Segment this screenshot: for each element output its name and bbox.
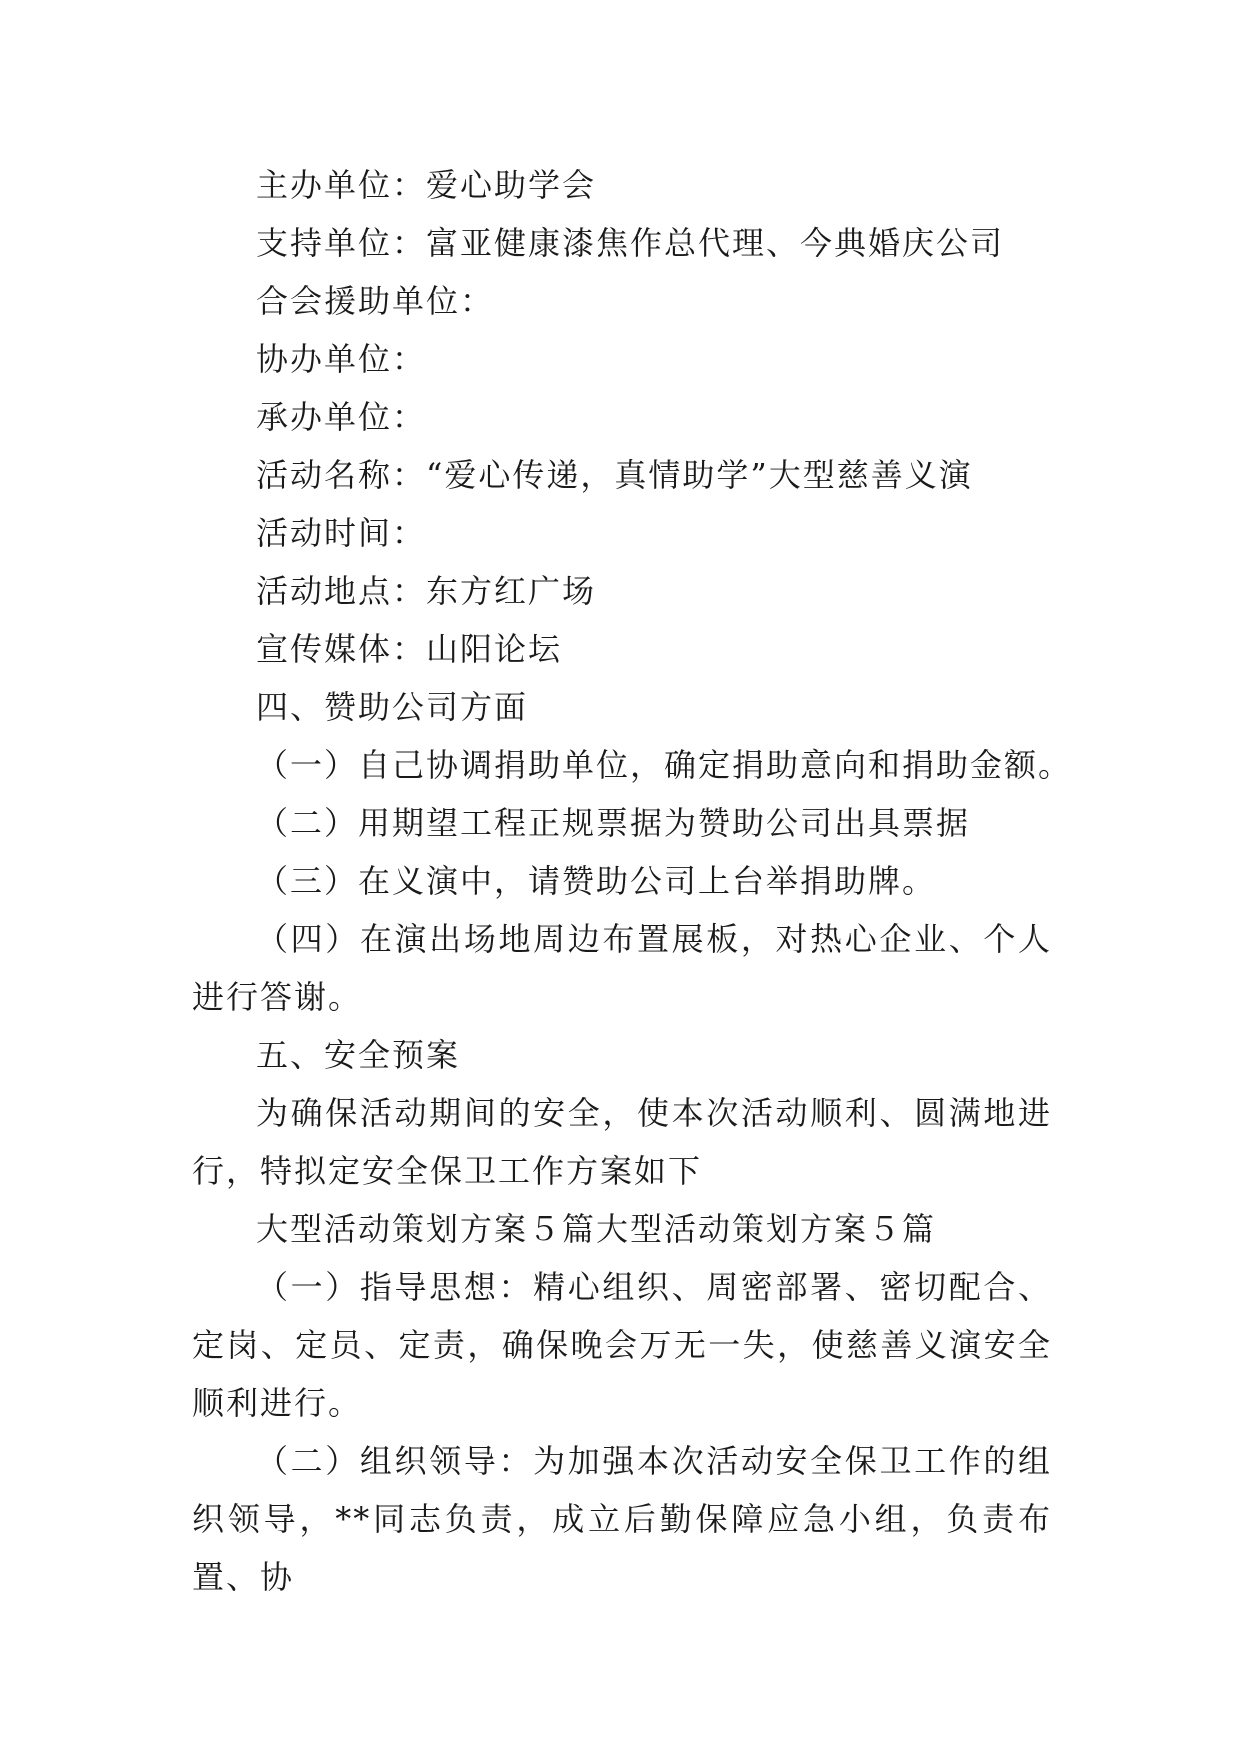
sponsor-item-2: （二）用期望工程正规票据为赞助公司出具票据 — [256, 804, 971, 842]
guiding-idea-paragraph: （一）指导思想：精心组织、周密部署、密切配合、定岗、定员、定责，确保晚会万无一失，使慈善义演安全顺利进行。 — [192, 1268, 1052, 1422]
media-line: 宣传媒体：山阳论坛 — [256, 630, 563, 668]
event-location-line: 活动地点：东方红广场 — [256, 572, 597, 610]
event-time-line: 活动时间： — [256, 514, 427, 552]
document-body — [192, 156, 1073, 1606]
supporter-line: 支持单位：富亚健康漆焦作总代理、今典婚庆公司 — [256, 224, 1005, 262]
undertaker-line: 承办单位： — [256, 398, 427, 436]
section-heading-sponsors: 四、赞助公司方面 — [256, 688, 529, 726]
aid-unit-line: 合会援助单位： — [256, 282, 495, 320]
leadership-paragraph: （二）组织领导：为加强本次活动安全保卫工作的组织领导，**同志负责，成立后勤保障应急小组，负责布置、协 — [192, 1442, 1052, 1596]
sponsor-item-4: （四）在演出场地周边布置展板，对热心企业、个人进行答谢。 — [192, 920, 1052, 1016]
sponsor-item-3: （三）在义演中，请赞助公司上台举捐助牌。 — [256, 862, 937, 900]
sponsor-item-1: （一）自己协调捐助单位，确定捐助意向和捐助金额。 — [256, 746, 1073, 784]
section-heading-safety: 五、安全预案 — [256, 1036, 461, 1074]
event-name-line: 活动名称：“爱心传递，真情助学”大型慈善义演 — [256, 456, 973, 494]
organizer-line: 主办单位：爱心助学会 — [256, 166, 597, 204]
co-organizer-line: 协办单位： — [256, 340, 427, 378]
safety-intro-paragraph: 为确保活动期间的安全，使本次活动顺利、圆满地进行，特拟定安全保卫工作方案如下 — [192, 1094, 1052, 1190]
repeated-title-line: 大型活动策划方案５篇大型活动策划方案５篇 — [256, 1210, 937, 1248]
